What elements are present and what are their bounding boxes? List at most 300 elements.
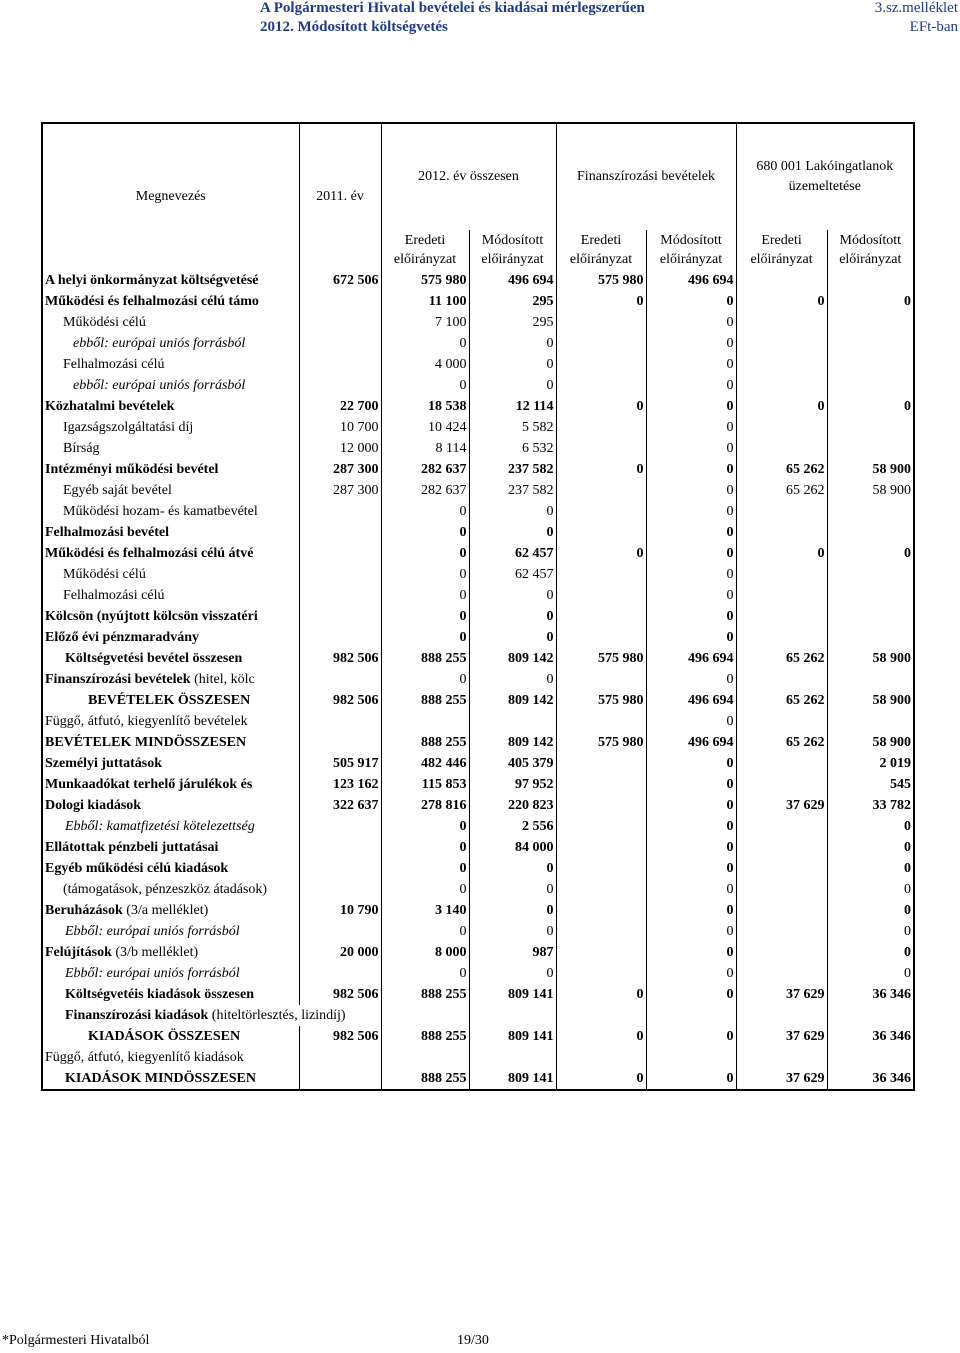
cell-ue: [736, 270, 827, 291]
cell-fm: 0: [646, 291, 736, 312]
cell-fe: 0: [556, 1026, 646, 1047]
cell-fe: [556, 669, 646, 690]
cell-um: [827, 564, 914, 585]
table-row: [42, 312, 914, 333]
row-label: Függő, átfutó, kiegyenlítő kiadások: [42, 1047, 299, 1068]
cell-m: 12 114: [469, 396, 556, 417]
cell-m: 809 141: [469, 1068, 556, 1090]
cell-fm: 0: [646, 354, 736, 375]
cell-fm: 0: [646, 585, 736, 606]
table-row: [42, 942, 914, 963]
cell-fe: [556, 627, 646, 648]
cell-y2011: [299, 627, 381, 648]
table-row: [42, 564, 914, 585]
cell-m: 0: [469, 522, 556, 543]
cell-e: 0: [381, 816, 469, 837]
table-row: [42, 606, 914, 627]
cell-fm: 496 694: [646, 690, 736, 711]
cell-e: 0: [381, 585, 469, 606]
cell-fm: [646, 1005, 736, 1026]
cell-m: 0: [469, 501, 556, 522]
table-row: [42, 816, 914, 837]
cell-m: 0: [469, 669, 556, 690]
cell-ue: [736, 837, 827, 858]
cell-y2011: [299, 543, 381, 564]
cell-fe: [556, 417, 646, 438]
table-row: [42, 774, 914, 795]
table-row: [42, 879, 914, 900]
cell-um: [827, 669, 914, 690]
cell-m: 809 141: [469, 1026, 556, 1047]
cell-m: 2 556: [469, 816, 556, 837]
cell-fe: 575 980: [556, 648, 646, 669]
cell-e: 0: [381, 543, 469, 564]
cell-m: 809 142: [469, 690, 556, 711]
cell-fm: 0: [646, 312, 736, 333]
cell-e: [381, 1005, 469, 1026]
col-header-2011: 2011. év: [299, 123, 381, 270]
subheader-orig: Eredeti előirányzat: [556, 230, 646, 270]
cell-m: [469, 1047, 556, 1068]
row-label: KIADÁSOK MINDÖSSZESEN: [42, 1068, 299, 1090]
cell-e: 11 100: [381, 291, 469, 312]
cell-m: 220 823: [469, 795, 556, 816]
cell-fm: 0: [646, 333, 736, 354]
cell-ue: 65 262: [736, 690, 827, 711]
cell-um: [827, 585, 914, 606]
cell-ue: [736, 774, 827, 795]
cell-fm: 0: [646, 375, 736, 396]
cell-ue: 37 629: [736, 795, 827, 816]
row-label: BEVÉTELEK MINDÖSSZESEN: [42, 732, 299, 753]
cell-e: 4 000: [381, 354, 469, 375]
row-label: Finanszírozási kiadások (hiteltörlesztés, lizindíj): [42, 1005, 381, 1026]
table-row: [42, 270, 914, 291]
cell-e: 0: [381, 627, 469, 648]
cell-fm: 0: [646, 438, 736, 459]
row-label: Működési és felhalmozási célú átvé: [42, 543, 299, 564]
cell-um: 0: [827, 291, 914, 312]
cell-ue: 0: [736, 543, 827, 564]
cell-ue: [736, 963, 827, 984]
cell-um: [827, 522, 914, 543]
cell-m: 809 142: [469, 732, 556, 753]
cell-fe: 575 980: [556, 690, 646, 711]
table-row: [42, 522, 914, 543]
row-label: Működési és felhalmozási célú támo: [42, 291, 299, 312]
cell-e: 278 816: [381, 795, 469, 816]
cell-fm: 0: [646, 669, 736, 690]
cell-e: 0: [381, 606, 469, 627]
cell-y2011: 287 300: [299, 459, 381, 480]
cell-ue: [736, 333, 827, 354]
cell-fe: [556, 711, 646, 732]
table-row: [42, 711, 914, 732]
subheader-orig: Eredeti előirányzat: [381, 230, 469, 270]
cell-fe: [556, 564, 646, 585]
cell-y2011: [299, 585, 381, 606]
cell-e: 482 446: [381, 753, 469, 774]
cell-ue: [736, 375, 827, 396]
cell-ue: 65 262: [736, 459, 827, 480]
cell-fe: 0: [556, 984, 646, 1005]
subheader-mod: Módosított előirányzat: [646, 230, 736, 270]
cell-e: 0: [381, 837, 469, 858]
cell-fe: [556, 312, 646, 333]
row-label: Ebből: európai uniós forrásból: [42, 963, 299, 984]
cell-fm: 0: [646, 396, 736, 417]
cell-y2011: 982 506: [299, 690, 381, 711]
cell-fm: 0: [646, 837, 736, 858]
row-label: BEVÉTELEK ÖSSZESEN: [42, 690, 299, 711]
cell-y2011: [299, 879, 381, 900]
cell-m: 0: [469, 900, 556, 921]
cell-y2011: 10 790: [299, 900, 381, 921]
cell-y2011: [299, 501, 381, 522]
cell-fm: 0: [646, 858, 736, 879]
table-row: [42, 795, 914, 816]
row-label: Működési célú: [42, 312, 299, 333]
cell-fm: 0: [646, 606, 736, 627]
cell-fe: [556, 921, 646, 942]
cell-m: 0: [469, 627, 556, 648]
cell-y2011: [299, 816, 381, 837]
cell-ue: [736, 312, 827, 333]
cell-um: 0: [827, 921, 914, 942]
cell-m: 295: [469, 291, 556, 312]
cell-fe: [556, 438, 646, 459]
cell-y2011: [299, 711, 381, 732]
cell-y2011: [299, 354, 381, 375]
col-header-2012-total: 2012. év összesen: [381, 123, 556, 230]
cell-fe: [556, 774, 646, 795]
cell-ue: 37 629: [736, 1026, 827, 1047]
row-label: Kölcsön (nyújtott kölcsön visszatéri: [42, 606, 299, 627]
cell-fe: [556, 879, 646, 900]
cell-um: [827, 354, 914, 375]
cell-ue: [736, 501, 827, 522]
cell-e: 0: [381, 375, 469, 396]
cell-m: 405 379: [469, 753, 556, 774]
cell-m: 496 694: [469, 270, 556, 291]
cell-um: 545: [827, 774, 914, 795]
cell-e: 0: [381, 501, 469, 522]
cell-fe: [556, 333, 646, 354]
cell-fe: [556, 795, 646, 816]
cell-fe: [556, 816, 646, 837]
document-subtitle: 2012. Módosított költségvetés: [260, 19, 448, 35]
table-row: [42, 858, 914, 879]
cell-fe: [556, 354, 646, 375]
row-label: Költségvetéis kiadások összesen: [42, 984, 299, 1005]
table-row: [42, 753, 914, 774]
cell-m: 6 532: [469, 438, 556, 459]
cell-m: 0: [469, 333, 556, 354]
cell-um: [827, 417, 914, 438]
cell-ue: [736, 669, 827, 690]
cell-e: 10 424: [381, 417, 469, 438]
cell-fm: 0: [646, 795, 736, 816]
cell-um: 36 346: [827, 1026, 914, 1047]
cell-ue: 37 629: [736, 1068, 827, 1090]
cell-fm: 0: [646, 816, 736, 837]
row-label: ebből: európai uniós forrásból: [42, 375, 299, 396]
cell-fe: 0: [556, 291, 646, 312]
cell-y2011: [299, 732, 381, 753]
cell-m: 987: [469, 942, 556, 963]
cell-m: [469, 1005, 556, 1026]
table-row: [42, 438, 914, 459]
cell-fm: 496 694: [646, 648, 736, 669]
page-header: [0, 0, 960, 40]
row-label: Dologi kiadások: [42, 795, 299, 816]
cell-m: 0: [469, 606, 556, 627]
col-header-name: Megnevezés: [42, 123, 299, 270]
cell-y2011: 22 700: [299, 396, 381, 417]
row-label: Felújítások (3/b melléklet): [42, 942, 299, 963]
row-label: Ellátottak pénzbeli juttatásai: [42, 837, 299, 858]
footer-note: *Polgármesteri Hivatalból: [2, 1333, 150, 1348]
cell-fe: [556, 375, 646, 396]
cell-fe: [556, 1047, 646, 1068]
cell-ue: [736, 354, 827, 375]
cell-um: [827, 606, 914, 627]
cell-um: [827, 375, 914, 396]
cell-fe: 575 980: [556, 732, 646, 753]
row-label: Felhalmozási célú: [42, 354, 299, 375]
table-row: [42, 333, 914, 354]
cell-ue: [736, 1005, 827, 1026]
cell-fm: 0: [646, 963, 736, 984]
cell-fm: 0: [646, 543, 736, 564]
table-row: [42, 984, 914, 1005]
row-label: Finanszírozási bevételek (hitel, kölc: [42, 669, 299, 690]
row-label: Előző évi pénzmaradvány: [42, 627, 299, 648]
cell-y2011: 10 700: [299, 417, 381, 438]
cell-m: 5 582: [469, 417, 556, 438]
table-row: [42, 543, 914, 564]
row-label: A helyi önkormányzat költségvetésé: [42, 270, 299, 291]
cell-m: 0: [469, 921, 556, 942]
cell-um: [827, 333, 914, 354]
document-title: A Polgármesteri Hivatal bevételei és kiadásai mérlegszerűen: [260, 0, 645, 16]
cell-fm: 0: [646, 1068, 736, 1090]
cell-ue: [736, 1047, 827, 1068]
cell-m: 809 142: [469, 648, 556, 669]
cell-m: 237 582: [469, 480, 556, 501]
cell-um: 58 900: [827, 480, 914, 501]
cell-e: 8 000: [381, 942, 469, 963]
cell-fm: [646, 1047, 736, 1068]
cell-ue: [736, 522, 827, 543]
cell-y2011: [299, 333, 381, 354]
cell-e: 115 853: [381, 774, 469, 795]
row-label: Személyi juttatások: [42, 753, 299, 774]
cell-ue: [736, 816, 827, 837]
row-label: Intézményi működési bevétel: [42, 459, 299, 480]
table-row: [42, 501, 914, 522]
cell-y2011: [299, 963, 381, 984]
unit-label: EFt-ban: [909, 19, 958, 35]
row-label: Költségvetési bevétel összesen: [42, 648, 299, 669]
cell-e: 0: [381, 522, 469, 543]
cell-um: [827, 711, 914, 732]
cell-fm: 0: [646, 879, 736, 900]
cell-e: 888 255: [381, 648, 469, 669]
cell-um: [827, 501, 914, 522]
cell-e: 282 637: [381, 459, 469, 480]
cell-ue: [736, 900, 827, 921]
cell-ue: [736, 858, 827, 879]
cell-y2011: 287 300: [299, 480, 381, 501]
row-label: Munkaadókat terhelő járulékok és: [42, 774, 299, 795]
cell-um: 36 346: [827, 1068, 914, 1090]
cell-fe: [556, 1005, 646, 1026]
row-label: Függő, átfutó, kiegyenlítő bevételek: [42, 711, 299, 732]
subheader-mod: Módosított előirányzat: [469, 230, 556, 270]
cell-m: 0: [469, 963, 556, 984]
cell-m: 84 000: [469, 837, 556, 858]
table-row: [42, 585, 914, 606]
cell-ue: [736, 606, 827, 627]
row-label: Ebből: kamatfizetési kötelezettség: [42, 816, 299, 837]
cell-ue: 65 262: [736, 648, 827, 669]
cell-ue: [736, 879, 827, 900]
cell-fm: 0: [646, 522, 736, 543]
cell-fm: 0: [646, 480, 736, 501]
cell-fm: 0: [646, 942, 736, 963]
cell-ue: [736, 921, 827, 942]
cell-um: 0: [827, 837, 914, 858]
cell-um: 0: [827, 396, 914, 417]
cell-ue: 65 262: [736, 732, 827, 753]
cell-um: [827, 270, 914, 291]
cell-y2011: 982 506: [299, 984, 381, 1005]
cell-y2011: 20 000: [299, 942, 381, 963]
cell-fe: 0: [556, 396, 646, 417]
table-row: [42, 921, 914, 942]
cell-fe: [556, 858, 646, 879]
cell-e: 0: [381, 564, 469, 585]
cell-fe: [556, 753, 646, 774]
cell-fe: [556, 900, 646, 921]
cell-um: [827, 1047, 914, 1068]
table-row: [42, 627, 914, 648]
row-label: Felhalmozási bevétel: [42, 522, 299, 543]
cell-m: 0: [469, 375, 556, 396]
cell-um: 58 900: [827, 648, 914, 669]
cell-e: 0: [381, 921, 469, 942]
cell-y2011: 322 637: [299, 795, 381, 816]
cell-fm: 0: [646, 459, 736, 480]
cell-e: 575 980: [381, 270, 469, 291]
row-label: Közhatalmi bevételek: [42, 396, 299, 417]
cell-fm: 496 694: [646, 732, 736, 753]
cell-y2011: 123 162: [299, 774, 381, 795]
cell-y2011: [299, 564, 381, 585]
cell-y2011: [299, 606, 381, 627]
cell-ue: [736, 585, 827, 606]
row-label: Ebből: európai uniós forrásból: [42, 921, 299, 942]
cell-e: 0: [381, 669, 469, 690]
cell-m: 0: [469, 879, 556, 900]
table-row: [42, 1005, 914, 1026]
cell-y2011: 672 506: [299, 270, 381, 291]
table-row: [42, 963, 914, 984]
row-label: ebből: európai uniós forrásból: [42, 333, 299, 354]
cell-ue: [736, 753, 827, 774]
cell-ue: 65 262: [736, 480, 827, 501]
cell-fe: 0: [556, 459, 646, 480]
row-label: Beruházások (3/a melléklet): [42, 900, 299, 921]
row-label: Működési célú: [42, 564, 299, 585]
cell-m: 237 582: [469, 459, 556, 480]
cell-fm: 0: [646, 564, 736, 585]
cell-fm: 0: [646, 711, 736, 732]
cell-e: [381, 1047, 469, 1068]
cell-e: 18 538: [381, 396, 469, 417]
cell-ue: 0: [736, 396, 827, 417]
table-row: [42, 480, 914, 501]
cell-um: [827, 1005, 914, 1026]
table-row: [42, 1047, 914, 1068]
cell-e: 0: [381, 879, 469, 900]
row-label: (támogatások, pénzeszköz átadások): [42, 879, 299, 900]
cell-um: 0: [827, 543, 914, 564]
cell-e: 3 140: [381, 900, 469, 921]
cell-fe: [556, 942, 646, 963]
cell-y2011: 12 000: [299, 438, 381, 459]
cell-e: 888 255: [381, 984, 469, 1005]
cell-fm: 0: [646, 900, 736, 921]
table-row: [42, 396, 914, 417]
cell-fm: 0: [646, 984, 736, 1005]
table-row: [42, 354, 914, 375]
cell-um: [827, 627, 914, 648]
cell-e: 0: [381, 858, 469, 879]
row-label: Bírság: [42, 438, 299, 459]
cell-fm: 496 694: [646, 270, 736, 291]
cell-fe: 575 980: [556, 270, 646, 291]
subheader-mod: Módosított előirányzat: [827, 230, 914, 270]
cell-e: 0: [381, 333, 469, 354]
cell-um: 0: [827, 816, 914, 837]
cell-um: 0: [827, 858, 914, 879]
cell-um: [827, 438, 914, 459]
cell-m: 0: [469, 858, 556, 879]
cell-fe: [556, 522, 646, 543]
budget-table: [41, 122, 915, 1091]
cell-y2011: [299, 312, 381, 333]
cell-ue: 0: [736, 291, 827, 312]
cell-m: 809 141: [469, 984, 556, 1005]
cell-m: 97 952: [469, 774, 556, 795]
annex-label: 3.sz.melléklet: [874, 0, 958, 16]
cell-fe: [556, 963, 646, 984]
row-label: Igazságszolgáltatási díj: [42, 417, 299, 438]
cell-um: 58 900: [827, 459, 914, 480]
cell-um: 0: [827, 963, 914, 984]
cell-fm: 0: [646, 627, 736, 648]
cell-y2011: [299, 522, 381, 543]
cell-m: 62 457: [469, 564, 556, 585]
cell-e: 888 255: [381, 1026, 469, 1047]
cell-ue: [736, 942, 827, 963]
table-row: [42, 375, 914, 396]
cell-ue: [736, 438, 827, 459]
col-header-unit680: 680 001 Lakóingatlanok üzemeltetése: [736, 123, 914, 230]
cell-e: 888 255: [381, 1068, 469, 1090]
